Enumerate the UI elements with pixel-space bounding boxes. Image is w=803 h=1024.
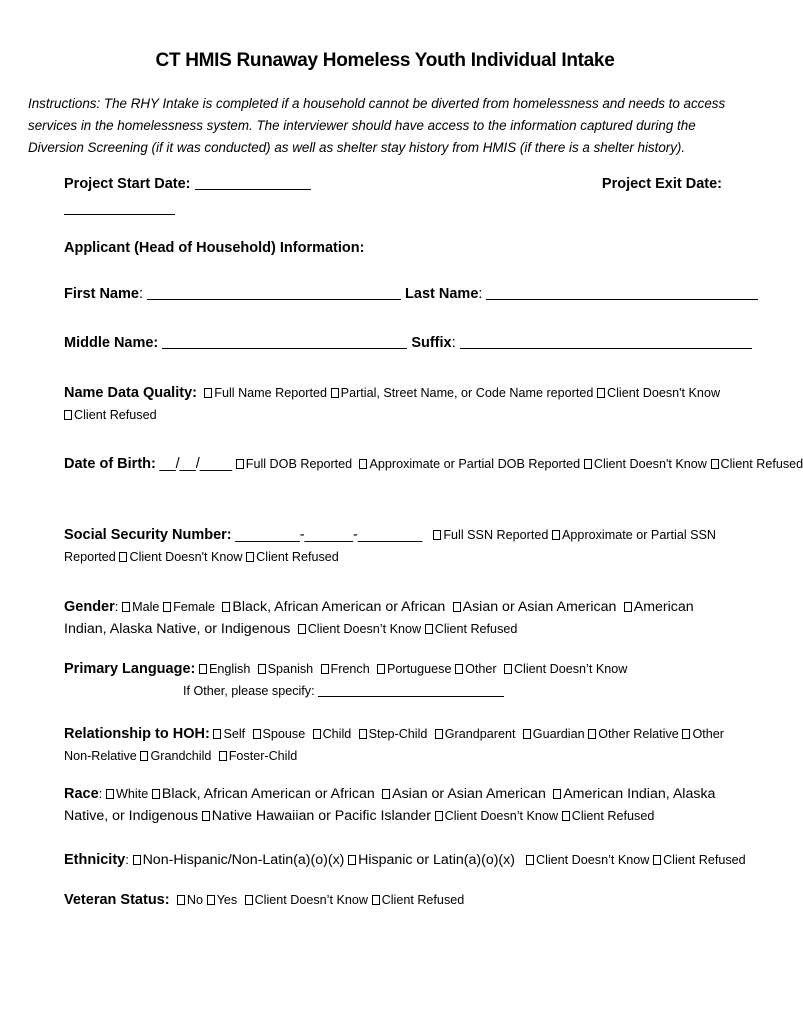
middle-name-row: Middle Name: Suffix:	[64, 335, 752, 351]
checkbox[interactable]	[122, 602, 130, 612]
first-name-label: First Name	[64, 286, 139, 302]
language-other-field[interactable]	[318, 684, 504, 697]
ethnicity-row: Ethnicity: Non-Hispanic/Non-Latin(a)(o)(x) Hispanic or Latin(a)(o)(x) Client Doesn’t Know Client Refused	[64, 852, 746, 868]
option-label: Other	[465, 662, 497, 676]
option-label: Child	[322, 727, 352, 741]
option-label: Client Doesn't Know	[607, 386, 721, 400]
option-label: Client Refused	[74, 408, 157, 422]
checkbox[interactable]	[433, 530, 441, 540]
option-label: Female	[173, 600, 216, 614]
option-label: Full DOB Reported	[245, 457, 353, 471]
project-exit-label: Project Exit Date:	[601, 176, 722, 192]
name-row: First Name: Last Name:	[64, 286, 758, 302]
option-label: Asian or Asian American	[392, 786, 546, 802]
checkbox[interactable]	[584, 459, 592, 469]
race-row: Race: White Black, African American or African Asian or Asian American American Indian, Alaska Native, or Indigenous Native Hawaiian or Pacific Islander Client Doesn’t Know Client Refused	[64, 786, 716, 824]
dob-row	[64, 456, 803, 472]
checkbox[interactable]	[219, 751, 227, 761]
option-label: Client Refused	[381, 893, 465, 907]
option-label: Partial, Street Name, or Code Name reported	[340, 386, 594, 400]
checkbox[interactable]	[64, 410, 72, 420]
ssn-label: Social Security Number:	[64, 527, 232, 543]
checkbox[interactable]	[177, 895, 185, 905]
option-label: Client Refused	[434, 622, 518, 636]
option-label: Full SSN Reported	[443, 528, 549, 542]
option-label: White	[116, 787, 149, 801]
relationship-row	[64, 723, 724, 767]
dob-field[interactable]: __/__/____	[159, 456, 233, 472]
option-label: Spanish	[267, 662, 314, 676]
checkbox[interactable]	[213, 729, 221, 739]
option-label: Client Refused	[663, 853, 746, 867]
checkbox[interactable]	[526, 855, 534, 865]
checkbox[interactable]	[163, 602, 171, 612]
option-label: Grandparent	[444, 727, 516, 741]
project-start-field[interactable]	[195, 177, 311, 190]
option-label: Approximate or Partial SSN Reported	[64, 528, 717, 564]
checkbox[interactable]	[359, 729, 367, 739]
checkbox[interactable]	[597, 388, 605, 398]
language-row	[64, 661, 627, 677]
option-label: Foster-Child	[228, 749, 298, 763]
option-label: Client Refused	[256, 550, 339, 564]
ssn-field[interactable]: ________-______-________	[235, 527, 423, 543]
option-label: Hispanic or Latin(a)(o)(x)	[358, 852, 515, 868]
checkbox[interactable]	[253, 729, 261, 739]
checkbox[interactable]	[106, 789, 114, 799]
option-label: Guardian	[532, 727, 585, 741]
checkbox[interactable]	[453, 602, 461, 612]
checkbox[interactable]	[140, 751, 148, 761]
checkbox[interactable]	[553, 789, 561, 799]
checkbox[interactable]	[435, 811, 443, 821]
suffix-label: Suffix	[411, 335, 452, 351]
option-label: Portuguese	[387, 662, 452, 676]
checkbox[interactable]	[653, 855, 661, 865]
option-label: Self	[223, 727, 246, 741]
option-label: Client Doesn't Know	[129, 550, 243, 564]
checkbox[interactable]	[359, 459, 367, 469]
option-label: Other Non-Relative	[64, 727, 724, 763]
option-label: Asian or Asian American	[462, 599, 617, 615]
option-label: Other Relative	[598, 727, 679, 741]
project-exit-row	[64, 201, 175, 216]
option-label: Client Doesn’t Know	[254, 893, 368, 907]
checkbox[interactable]	[523, 729, 531, 739]
checkbox[interactable]	[119, 552, 127, 562]
gender-label: Gender	[64, 599, 115, 615]
checkbox[interactable]	[204, 388, 212, 398]
option-label: Client Doesn’t Know	[307, 622, 422, 636]
option-label: Step-Child	[368, 727, 428, 741]
checkbox[interactable]	[682, 729, 690, 739]
last-name-label: Last Name	[405, 286, 479, 302]
checkbox[interactable]	[331, 388, 339, 398]
gender-row: Gender: Male Female Black, African American or African Asian or Asian American American Indian, Alaska Native, or Indigenous Client Doesn’t Know Client Refused	[64, 599, 694, 637]
option-label: Client Doesn’t Know	[444, 809, 559, 823]
option-label: No	[186, 893, 204, 907]
veteran-label: Veteran Status:	[64, 892, 170, 908]
name-quality-row	[64, 382, 724, 426]
ethnicity-label: Ethnicity	[64, 852, 126, 868]
ssn-row	[64, 524, 724, 568]
checkbox[interactable]	[236, 459, 244, 469]
project-start-row	[64, 176, 311, 192]
option-label: Client Refused	[720, 457, 803, 471]
checkbox[interactable]	[246, 552, 254, 562]
suffix-field[interactable]	[460, 336, 752, 349]
checkbox[interactable]	[552, 530, 560, 540]
language-other-row	[183, 683, 504, 698]
language-other-label: If Other, please specify:	[183, 684, 315, 698]
option-label: English	[209, 662, 251, 676]
checkbox[interactable]	[504, 664, 512, 674]
checkbox[interactable]	[199, 664, 207, 674]
instructions-text: Instructions: The RHY Intake is completed if a household cannot be diverted from homelessness and needs to access services in the homelessness system. The interviewer should have access to the information captured during the Diversion Screening (if it was conducted) as well as shelter stay history from HMIS (if there is a shelter history).	[28, 96, 726, 155]
checkbox[interactable]	[222, 602, 230, 612]
checkbox[interactable]	[382, 789, 390, 799]
middle-name-field[interactable]	[162, 336, 407, 349]
project-start-label: Project Start Date:	[64, 176, 191, 192]
option-label: Client Doesn’t Know	[513, 662, 628, 676]
checkbox[interactable]	[455, 664, 463, 674]
checkbox[interactable]	[202, 811, 210, 821]
checkbox[interactable]	[152, 789, 160, 799]
checkbox[interactable]	[245, 895, 253, 905]
form-title: CT HMIS Runaway Homeless Youth Individual Intake	[155, 50, 615, 71]
option-label: Approximate or Partial DOB Reported	[369, 457, 581, 471]
option-label: Male	[132, 600, 160, 614]
checkbox[interactable]	[372, 895, 380, 905]
checkbox[interactable]	[711, 459, 719, 469]
option-label: Non-Hispanic/Non-Latin(a)(o)(x)	[142, 852, 345, 868]
option-label: American Indian, Alaska Native, or Indigenous	[64, 786, 716, 824]
option-label: Spouse	[262, 727, 306, 741]
checkbox[interactable]	[133, 855, 141, 865]
checkbox[interactable]	[298, 624, 306, 634]
checkbox[interactable]	[313, 729, 321, 739]
option-label: Client Refused	[571, 809, 655, 823]
veteran-row	[64, 892, 464, 908]
checkbox[interactable]	[207, 895, 215, 905]
last-name-field[interactable]	[486, 287, 758, 300]
name-quality-label: Name Data Quality:	[64, 385, 197, 401]
checkbox[interactable]	[562, 811, 570, 821]
relationship-label: Relationship to HOH:	[64, 726, 210, 742]
option-label: Native Hawaiian or Pacific Islander	[211, 808, 431, 824]
middle-name-label: Middle Name:	[64, 335, 159, 351]
checkbox[interactable]	[435, 729, 443, 739]
checkbox[interactable]	[348, 855, 356, 865]
checkbox[interactable]	[321, 664, 329, 674]
checkbox[interactable]	[425, 624, 433, 634]
option-label: Yes	[216, 893, 238, 907]
option-label: American Indian, Alaska Native, or Indigenous	[64, 599, 694, 637]
applicant-heading: Applicant (Head of Household) Information:	[64, 240, 365, 256]
project-exit-field[interactable]	[64, 202, 175, 215]
option-label: Client Doesn't Know	[593, 457, 707, 471]
option-label: Black, African American or African	[161, 786, 375, 802]
option-label: Full Name Reported	[214, 386, 327, 400]
option-label: Client Doesn’t Know	[535, 853, 650, 867]
checkbox[interactable]	[624, 602, 632, 612]
dob-label: Date of Birth:	[64, 456, 156, 472]
checkbox[interactable]	[377, 664, 385, 674]
checkbox[interactable]	[588, 729, 596, 739]
checkbox[interactable]	[258, 664, 266, 674]
option-label: Black, African American or African	[232, 599, 446, 615]
language-label: Primary Language:	[64, 661, 196, 677]
option-label: Grandchild	[150, 749, 212, 763]
first-name-field[interactable]	[147, 287, 401, 300]
option-label: French	[330, 662, 370, 676]
race-label: Race	[64, 786, 99, 802]
